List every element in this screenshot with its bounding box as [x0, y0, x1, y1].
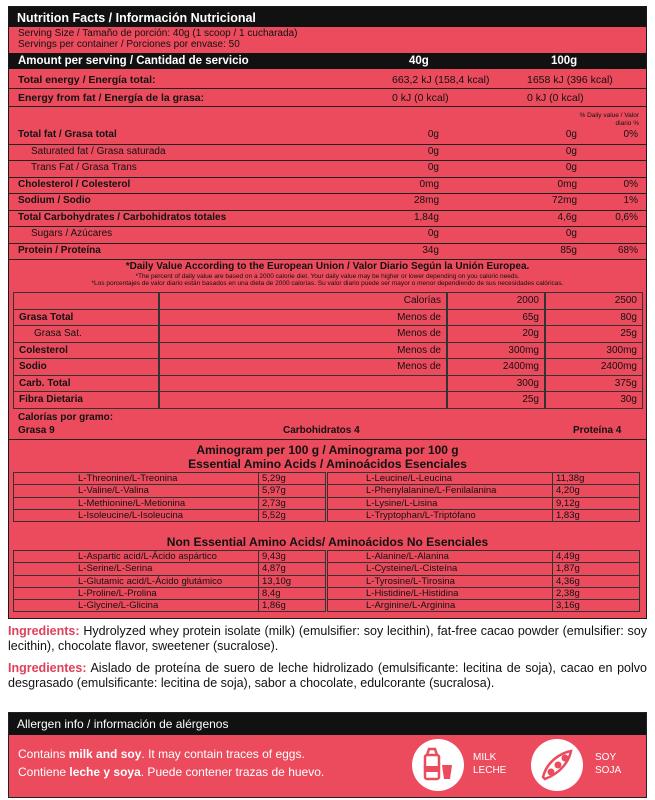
amino-value: 11,38g: [556, 473, 585, 484]
dv-row-name: Grasa Total: [19, 311, 74, 323]
dv-row-value: 80g: [620, 311, 637, 323]
energy-value-100g: 0 kJ (0 kcal): [527, 92, 584, 104]
amino-name: L-Proline/L-Prolina: [78, 587, 157, 599]
amino-row: [13, 599, 326, 612]
amino-value: 2,73g: [262, 497, 286, 509]
dv-table-cell: [545, 358, 643, 376]
dv-row-value: 25g: [522, 394, 539, 405]
essential-title: Essential Amino Acids / Aminoácidos Esenciales: [188, 457, 467, 471]
milk-label-en: MILK: [473, 752, 497, 763]
amino-divider: [552, 510, 553, 521]
dv-table-cell: [447, 375, 545, 393]
dv-table-cell: [447, 391, 545, 409]
ingredients-en-text: Hydrolyzed whey protein isolate (milk) (emulsifier: soy lecithin), fat-free cacao powder (emulsifier: soy lecithin), chocolate flavor, sweetener (sucralose).: [8, 624, 647, 653]
allergen-es-pre: Contiene: [18, 765, 70, 779]
note-eu: *Daily Value According to the European Union / Valor Diario Según la Unión Europea.: [125, 261, 530, 272]
amino-value: 4,20g: [556, 485, 580, 497]
amino-row: [13, 509, 326, 522]
nutrient-label: Sugars / Azúcares: [31, 228, 113, 239]
nutrient-label: Trans Fat / Grasa Trans: [31, 162, 137, 173]
amino-name: L-Phenylalanine/L-Fenilalanina: [366, 485, 497, 497]
amino-name: L-Aspartic acid/L-Ácido aspártico: [78, 551, 217, 562]
amount-bar: [9, 53, 646, 69]
amino-name: L-Leucine/L-Leucina: [366, 473, 453, 484]
allergen-en-post: . It may contain traces of eggs.: [141, 747, 305, 761]
dv-table-cell: [13, 375, 159, 393]
milk-label-es: LECHE: [473, 765, 507, 776]
nutrient-value-40g: 0g: [427, 228, 439, 239]
serving-size: Serving Size / Tamaño de porción: 40g (1 scoop / 1 cucharada): [18, 28, 298, 39]
dv-table-cell: [13, 342, 159, 360]
dv-table-cell: [545, 309, 643, 327]
amino-value: 1,87g: [556, 563, 580, 575]
row-divider: [9, 177, 646, 178]
amino-value: 4,87g: [262, 563, 286, 575]
amino-name: L-Valine/L-Valina: [78, 485, 149, 497]
amino-name: L-Cysteine/L-Cisteína: [366, 563, 458, 575]
serving-info: [9, 28, 646, 50]
amino-name: L-Threonine/L-Treonina: [78, 473, 178, 484]
row-divider: [9, 144, 646, 145]
amino-divider: [552, 576, 553, 587]
amino-value: 1,86g: [262, 600, 286, 612]
amino-row: [327, 562, 640, 575]
nutrient-value-100g: 0g: [565, 129, 577, 140]
amino-name: L-Lysine/L-Lisina: [366, 497, 438, 509]
dv-header: % Daily value / Valor diario %: [579, 112, 639, 127]
allergen-es-bold: leche y soya: [69, 765, 141, 779]
nutrient-dv: 68%: [617, 244, 638, 256]
nutrient-value-100g: 0g: [565, 162, 577, 173]
nutrient-value-40g: 0mg: [419, 178, 439, 190]
dv-row-value: 2400mg: [600, 361, 637, 372]
amount-label: Amount per serving / Cantidad de servicio: [18, 55, 249, 67]
dv-row-value: Calorías: [403, 295, 441, 306]
allergen-title: [9, 713, 646, 735]
dv-row-value: 30g: [620, 394, 637, 405]
amount-col2: 100g: [551, 55, 578, 67]
dv-table-cell: [159, 391, 447, 409]
dv-row-value: 2400mg: [502, 361, 539, 372]
ingredients-en: [8, 624, 647, 654]
amino-row: [13, 550, 326, 563]
dv-row-value: 300mg: [508, 344, 539, 356]
nutrient-value-100g: 0g: [565, 228, 577, 239]
row-divider: [9, 106, 646, 107]
dv-table-cell: [447, 358, 545, 376]
amino-row: [13, 472, 326, 485]
amino-row: [13, 587, 326, 600]
soy-label-es: SOJA: [595, 765, 622, 776]
dv-table-cell: [447, 325, 545, 343]
allergen-en-bold: milk and soy: [68, 747, 142, 761]
amount-col1: 40g: [409, 55, 429, 67]
amino-name: L-Glycine/L-Glicina: [78, 600, 159, 612]
amino-divider: [258, 510, 259, 521]
nutrient-label: Cholesterol / Colesterol: [18, 178, 131, 190]
soy-icon: [531, 739, 583, 791]
dv-row-value: 300g: [516, 377, 539, 389]
row-divider: [9, 259, 646, 260]
nutrition-title: [9, 7, 646, 27]
amino-divider: [552, 485, 553, 496]
dv-table-cell: [13, 391, 159, 409]
cal-carbs: Carbohidratos 4: [283, 425, 360, 436]
amino-row: [327, 599, 640, 612]
amino-divider: [258, 485, 259, 496]
amino-name: L-Tyrosine/L-Tirosina: [366, 575, 455, 587]
dv-row-name: Colesterol: [19, 344, 68, 356]
energy-value-40g: 0 kJ (0 kcal): [392, 92, 449, 104]
amino-value: 1,83g: [556, 509, 580, 521]
amino-row: [13, 497, 326, 510]
row-divider: [9, 243, 646, 244]
dv-row-value: 2500: [614, 295, 637, 306]
nutrient-value-40g: 0g: [427, 129, 439, 140]
amino-divider: [552, 588, 553, 599]
amino-row: [327, 550, 640, 563]
amino-divider: [552, 498, 553, 509]
dv-table-cell: [13, 358, 159, 376]
nutrient-value-40g: 28mg: [413, 195, 439, 206]
dv-table-cell: [545, 391, 643, 409]
ingredients-en-label: Ingredients:: [8, 624, 80, 638]
ingredients-es-label: Ingredientes:: [8, 661, 87, 675]
row-divider: [9, 160, 646, 161]
amino-value: 2,38g: [556, 587, 580, 599]
nutrient-value-100g: 85g: [560, 244, 577, 256]
amino-value: 9,12g: [556, 497, 580, 509]
allergen-es-post: . Puede contener trazas de huevo.: [140, 765, 325, 779]
allergen-box: [8, 712, 647, 798]
amino-name: L-Methionine/L-Metionina: [78, 497, 186, 509]
amino-row: [327, 472, 640, 485]
nutrient-label: Total Carbohydrates / Carbohidratos totales: [18, 211, 227, 223]
nutrient-label: Sodium / Sodio: [18, 195, 91, 206]
dv-row-name: Fibra Dietaria: [19, 394, 83, 405]
amino-value: 4,49g: [556, 551, 580, 562]
amino-value: 3,16g: [556, 600, 580, 612]
ingredients-es-text: Aislado de proteína de suero de leche hidrolizado (emulsificante: lecitina de soja), cacao en polvo desgrasado (emulsificante: lecitina de soja), sabor a chocolate, edulcorante (sucralosa).: [8, 661, 647, 690]
nutrient-value-40g: 34g: [422, 244, 439, 256]
dv-table-cell: [159, 309, 447, 327]
amino-row: [13, 562, 326, 575]
ingredients-es: [8, 661, 647, 691]
dv-row-value: Menos de: [397, 328, 441, 339]
allergen-en-pre: Contains: [18, 747, 69, 761]
amino-row: [327, 509, 640, 522]
cal-protein: Proteína 4: [573, 425, 622, 436]
amino-divider: [552, 563, 553, 574]
amino-value: 13,10g: [262, 575, 292, 587]
nutrient-value-100g: 72mg: [551, 195, 577, 206]
row-divider: [9, 88, 646, 89]
amino-divider: [258, 551, 259, 562]
dv-row-value: 2000: [516, 295, 539, 306]
nutrition-panel: [8, 6, 647, 619]
amino-value: 4,36g: [556, 575, 580, 587]
nutrient-label: Total fat / Grasa total: [18, 129, 117, 140]
note-es: *Los porcentajes de valor diario están basados en una dieta de 2000 calorías. Su valor diario puede ser mayor o menor dependiendo de sus necesidades calóricas.: [91, 280, 564, 287]
dv-row-value: 300mg: [606, 344, 637, 356]
soy-label-en: SOY: [595, 752, 617, 763]
amino-value: 5,52g: [262, 509, 286, 521]
nutrient-label: Protein / Proteína: [18, 244, 101, 256]
aminogram-title: Aminogram per 100 g / Aminograma por 100 g: [196, 443, 459, 457]
amino-name: L-Histidine/L-Histidina: [366, 587, 459, 599]
allergen-title-text: Allergen info / información de alérgenos: [17, 717, 229, 731]
dv-table-cell: [13, 292, 159, 310]
amino-row: [13, 484, 326, 497]
nonessential-title: Non Essential Amino Acids/ Aminoácidos No Esenciales: [166, 535, 489, 549]
nutrient-value-40g: 1,84g: [413, 211, 439, 223]
amino-divider: [552, 473, 553, 484]
dv-row-value: 375g: [614, 377, 637, 389]
dv-table-cell: [159, 342, 447, 360]
dv-table-cell: [13, 309, 159, 327]
dv-row-value: 65g: [522, 311, 539, 323]
energy-value-100g: 1658 kJ (396 kcal): [527, 74, 613, 86]
amino-name: L-Arginine/L-Arginina: [366, 600, 456, 612]
amino-divider: [258, 588, 259, 599]
dv-table-cell: [447, 292, 545, 310]
dv-table-cell: [159, 292, 447, 310]
nutrient-dv: 0%: [623, 178, 638, 190]
amino-value: 5,97g: [262, 485, 286, 497]
dv-table-cell: [545, 342, 643, 360]
dv-table-cell: [159, 325, 447, 343]
allergen-es: [18, 765, 324, 779]
dv-row-name: Grasa Sat.: [34, 328, 82, 339]
dv-row-name: Carb. Total: [19, 377, 71, 389]
note-en: *The percent of daily value are based on a 2000 calorie diet. Your daily value may be higher or lower depending on you caloric needs.: [135, 273, 520, 280]
dv-table-cell: [545, 292, 643, 310]
servings-per-container: Servings per container / Porciones por envase: 50: [18, 39, 240, 50]
energy-value-40g: 663,2 kJ (158,4 kcal): [392, 74, 490, 86]
amino-row: [327, 484, 640, 497]
amino-row: [327, 497, 640, 510]
cal-fat: Grasa 9: [18, 425, 55, 436]
dv-row-value: Menos de: [397, 361, 441, 372]
dv-table-cell: [545, 375, 643, 393]
row-divider: [9, 210, 646, 211]
cal-per-gram-title: Calorías por gramo:: [18, 412, 114, 423]
nutrient-value-100g: 0mg: [557, 178, 577, 190]
allergen-en: [18, 747, 305, 761]
nutrient-value-40g: 0g: [427, 145, 439, 157]
nutrition-title-text: Nutrition Facts / Información Nutricional: [17, 11, 256, 25]
amino-divider: [258, 498, 259, 509]
dv-row-value: Menos de: [397, 344, 441, 356]
amino-name: L-Glutamic acid/L-Ácido glutámico: [78, 575, 223, 587]
amino-divider: [552, 551, 553, 562]
nutrient-dv: 0,6%: [615, 211, 638, 223]
amino-row: [327, 587, 640, 600]
dv-table-cell: [159, 358, 447, 376]
dv-row-name: Sodio: [19, 361, 47, 372]
amino-row: [327, 575, 640, 588]
amino-divider: [258, 600, 259, 611]
dv-table-cell: [159, 375, 447, 393]
row-divider: [9, 193, 646, 194]
dv-table-cell: [447, 309, 545, 327]
nutrient-label: Saturated fat / Grasa saturada: [31, 145, 166, 157]
nutrient-dv: 0%: [623, 129, 638, 140]
amino-name: L-Isoleucine/L-Isoleucina: [78, 509, 184, 521]
amino-name: L-Alanine/L-Alanina: [366, 551, 449, 562]
amino-divider: [258, 563, 259, 574]
energy-label: Total energy / Energía total:: [18, 74, 156, 86]
nutrient-value-40g: 0g: [427, 162, 439, 173]
amino-name: L-Tryptophan/L-Triptófano: [366, 509, 476, 521]
amino-value: 9,43g: [262, 551, 286, 562]
dv-table-cell: [545, 325, 643, 343]
dv-row-value: Menos de: [397, 311, 441, 323]
amino-divider: [258, 576, 259, 587]
nutrient-value-100g: 0g: [565, 145, 577, 157]
nutrient-value-100g: 4,6g: [557, 211, 577, 223]
energy-label: Energy from fat / Energía de la grasa:: [18, 92, 205, 104]
amino-name: L-Serine/L-Serina: [78, 563, 153, 575]
row-divider: [9, 226, 646, 227]
dv-row-value: 20g: [522, 328, 539, 339]
amino-value: 8,4g: [262, 587, 281, 599]
nutrient-dv: 1%: [623, 195, 638, 206]
amino-divider: [552, 600, 553, 611]
amino-value: 5,29g: [262, 473, 286, 484]
dv-table-cell: [447, 342, 545, 360]
milk-icon: [412, 739, 464, 791]
dv-table-cell: [13, 325, 159, 343]
amino-divider: [258, 473, 259, 484]
amino-row: [13, 575, 326, 588]
dv-row-value: 25g: [620, 328, 637, 339]
